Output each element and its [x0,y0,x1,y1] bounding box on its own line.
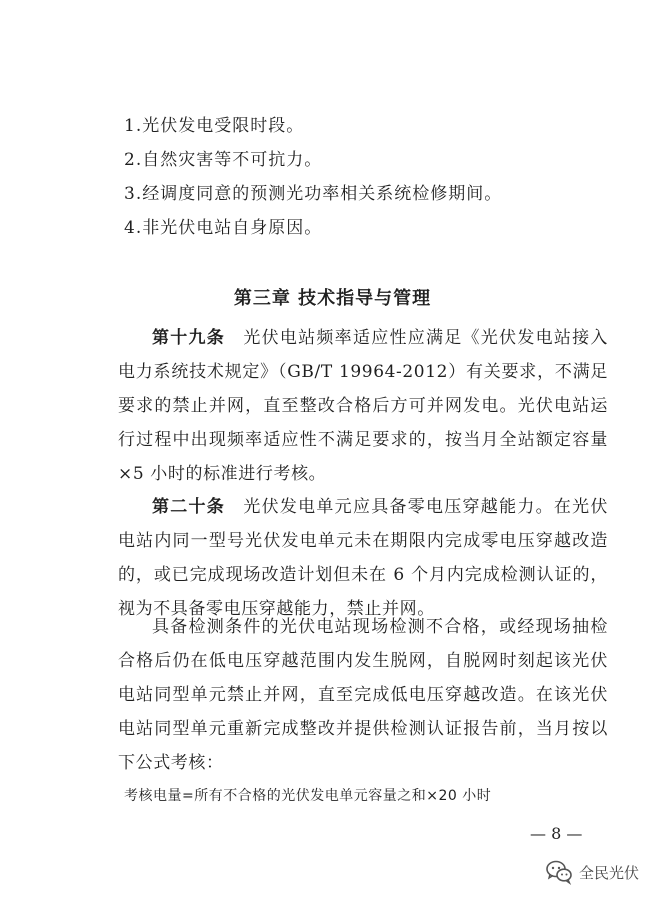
list-item: 3.经调度同意的预测光功率相关系统检修期间。 [124,184,503,204]
formula: 考核电量=所有不合格的光伏发电单元容量之和×20 小时 [124,788,492,804]
list-item: 2.自然灾害等不可抗力。 [124,150,323,170]
page-number: — 8 — [530,824,583,843]
watermark [545,858,639,886]
list-item: 1.光伏发电受限时段。 [124,116,305,136]
article-19 [118,321,608,491]
article-text: 光伏发电单元应具备零电压穿越能力。在光伏电站内同一型号光伏发电单元未在期限内完成零电压穿越改造的，或已完成现场改造计划但未在 6 个月内完成检测认证的，视为不具备零电压穿越能力，禁止并网。 [118,497,609,619]
paragraph: 具备检测条件的光伏电站现场检测不合格，或经现场抽检合格后仍在低电压穿越范围内发生脱网，自脱网时刻起该光伏电站同型单元禁止并网，直至完成低电压穿越改造。在该光伏电站同型单元重新完成整改并提供检测认证报告前，当月按以下公式考核： [118,617,608,773]
article-text: 光伏电站频率适应性应满足《光伏发电站接入电力系统技术规定》（GB/T 19964-2012）有关要求，不满足要求的禁止并网，直至整改合格后方可并网发电。光伏电站运行过程中出现频率适应性不满足要求的，按当月全站额定容量×5 小时的标准进行考核。 [118,328,609,484]
list-item: 4.非光伏电站自身原因。 [124,218,323,238]
watermark-text: 全民光伏 [579,863,640,882]
wechat-icon [545,858,573,886]
chapter-title: 第三章 技术指导与管理 [233,288,432,309]
article-label: 第十九条 [152,328,226,348]
article-label: 第二十条 [152,497,226,517]
article-20 [118,490,608,626]
